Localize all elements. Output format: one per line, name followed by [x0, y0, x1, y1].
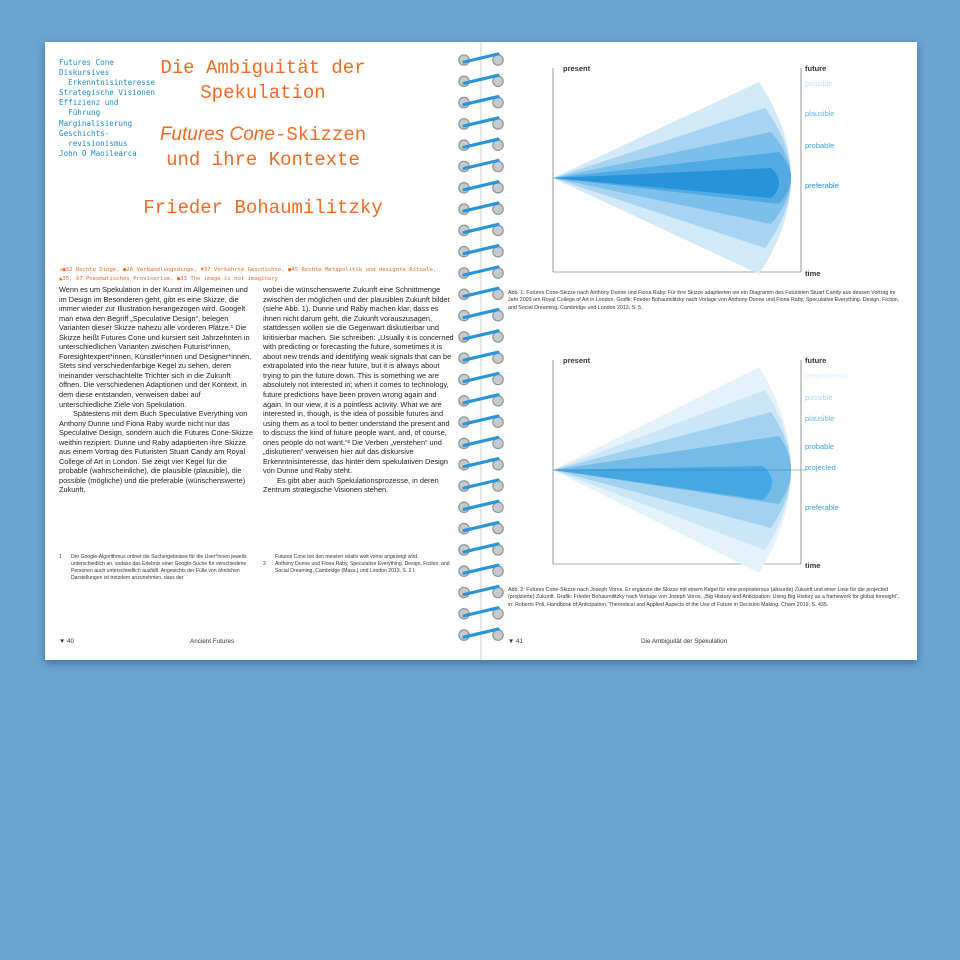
keyword-item: Strategische Visionen	[59, 88, 156, 98]
figure-1-caption: Abb. 1: Futures Cone-Skizze nach Anthony Dunne und Fiona Raby. Für ihre Skizze adaptierten sie ein Diagramm des Futuristen Stuart Candy aus dessen Vortrag im Jahr 2009 am Royal College of Art in London. Grafik: Frieder Bohaumilitzky nach Vorlage von Anthony Dunne und Fiona Raby, Speculative Everything. Design, Fiction, and Social Dreaming, Cambridge und London 2013, S. 5.	[508, 290, 900, 311]
keyword-item: Führung	[59, 108, 101, 118]
footnote-text: Anthony Dunne und Fiona Raby, Speculative Everything. Design, Fiction, and Social Dreaming, Cambridge (Mass.) und London 2013, S. 2 f.	[275, 560, 450, 574]
body-paragraph: Es gibt aber auch Spekulationsprozesse, in deren Zentrum strategische Visionen stehen.	[263, 475, 439, 495]
footnote-text: Futures Cone bei den meisten relativ weit vorne angezeigt wird.	[275, 554, 419, 560]
open-book	[45, 42, 917, 660]
running-head-right: Die Ambiguität der Spekulation	[641, 638, 728, 645]
subtitle-line2: und ihre Kontexte	[166, 149, 360, 171]
footnote-number: 2	[263, 560, 266, 567]
author-name: Frieder Bohaumilitzky	[143, 197, 383, 219]
axis-label-present: present	[563, 356, 591, 365]
keyword-item: Geschichts-	[59, 128, 110, 138]
cone-label-plausible: plausible	[805, 414, 835, 423]
axis-label-time: time	[805, 269, 821, 278]
cone-label-preferable: preferable	[805, 181, 839, 190]
title-line: Spekulation	[200, 82, 326, 104]
body-paragraph: Wenn es um Spekulation in der Kunst im Allgemeinen und im Design im Besonderen geht, gibt es eine Skizze, die immer wieder zur Illustration herangezogen wird. Googelt man etwa den Begriff „Speculative Design“, belegen Varianten dieser Skizze nahezu alle vorderen Plätze.¹ Die Skizze heißt Futures Cone und kursiert seit Jahrzehnten in unterschiedlichen Varianten zwischen Futurist*innen, Foresightexpert*innen, Künstler*innen und Designer*innen. Stets sind verschiedenfarbige Kegel zu sehen, deren ineinander verschachtelte Trichter sich in die Zukunft öffnen. Die verschiedenen Adaptionen und der Kontext, in dem diese entstanden, verweisen dabei auf unterschiedliche Ziele von Spekulation.	[59, 285, 252, 409]
keyword-item: Erkenntnisinteresse	[59, 78, 156, 88]
cone-label-projected: projected	[805, 463, 836, 472]
cone-label-preferable: preferable	[805, 503, 839, 512]
keyword-item: revisionismus	[59, 138, 128, 148]
cone-label-possible: possible	[805, 393, 833, 402]
running-head-left: Ancient Futures	[190, 638, 235, 645]
axis-label-time: time	[805, 561, 821, 570]
keyword-item: Diskursives	[59, 68, 110, 78]
title-line: Die Ambiguität der	[160, 57, 366, 79]
cone-label-plausible: plausible	[805, 109, 835, 118]
axis-label-future: future	[805, 356, 827, 365]
cone-label-possible: possible	[805, 79, 833, 88]
axis-label-present: present	[563, 64, 591, 73]
page-number-right: ▼ 41	[508, 638, 523, 645]
page-number-left: ▼ 40	[59, 638, 74, 645]
figure-2-caption: Abb. 2: Futures Cone-Skizze nach Joseph Voros. Er ergänzte die Skizze mit einem Kegel für eine preposterous (absurde) Zukunft und einer Linie für die projected (projizierte) Zukunft. Grafik: Frieder Bohaumilitzky nach Vorlage von Joseph Voros, „Big History and Anticipation: Using Big History as a framework for global foresight“, in: Roberto Poli, Handbook of Anticipation. Theoretical and Applied Aspects of the Use of Future in Decision Making, Cham 2019, S. 435.	[508, 587, 900, 608]
cross-reference-line: ▲35, 97 Pneumatisches Provisorium, ●33 The image is not imaginary	[59, 276, 278, 282]
cone-label-probable: probable	[805, 442, 835, 451]
cone-label-preposterous: preposterous	[805, 371, 849, 380]
subtitle-italic: Futures Cone	[159, 124, 275, 145]
keyword-item: Effizienz und	[59, 98, 119, 108]
cross-reference-line: ↗●32 Rechte Dinge, ●26 Verbandlungsdinge, ▼37 Verkehrte Geschichte, ●45 Rechte Metapolitik und designte Rituale,	[59, 267, 437, 273]
footnote-number: 1	[59, 554, 62, 560]
body-paragraph: Spätestens mit dem Buch Speculative Everything von Anthony Dunne und Fiona Raby wurde nicht nur das Speculative Design, sondern auch die Futures Cone-Skizze weithin rezipiert. Dunne und Raby adaptierten ihre Skizze aus einem Vortrag des Futuristen Stuart Candy am Royal College of Art in London. Sie zeigt vier Kegel für die probable (wahrscheinliche), die plausible (plausible), die possible (mögliche) und die preferable (wünschenswerte) Zukunft,	[59, 409, 253, 495]
footnote-text: Der Google-Algorithmus ordnet die Suchergebnisse für die User*innen jeweils unterschiedlich an, sodass das Erlebnis einer Google-Suche für verschiedene Personen auch unterschiedlich ausfällt. Angesichts der Fülle von ähnlichen Darstellungen ist trotzdem anzunehmen, dass der	[71, 554, 247, 581]
axis-label-future: future	[805, 64, 827, 73]
subtitle-rest: -Skizzen	[274, 124, 367, 146]
spiral-binding	[45, 42, 917, 660]
keyword-item: Futures Cone	[59, 58, 114, 67]
cone-label-probable: probable	[805, 141, 835, 150]
body-paragraph: wobei die wünschenswerte Zukunft eine Schnittmenge zwischen der möglichen und der plausiblen Zukunft bildet (siehe Abb. 1). Dunne und Raby machen klar, dass es ihnen nicht darum geht, die Zukunft vorauszusagen, stattdessen wollen sie die Gegenwart diskutierbar und kritisierbar machen. Sie schreiben: „Usually it is concerned with predicting or forecasting the future, sometimes it is about new trends and identifying weak signals that can be extrapolated into the near future, but it is always about trying to pin the future down. This is something we are absolutely not interested in; when it comes to technology, future predictions have been proven wrong again and again. In our view, it is a pointless activity. What we are interested in, though, is the idea of possible futures and using them as a tool to better understand the present and to discuss the kind of future people want, and, of course, ones people do not want.“² Die Verben „verstehen“ und „diskutieren“ verweisen hier auf das diskursive Erkenntnisinteresse, das hinter dem spekulativen Design von Dunne und Raby steht.	[263, 285, 454, 476]
keyword-item: John O Maoilearca	[59, 148, 137, 158]
keyword-item: Marginalisierung	[59, 118, 133, 128]
